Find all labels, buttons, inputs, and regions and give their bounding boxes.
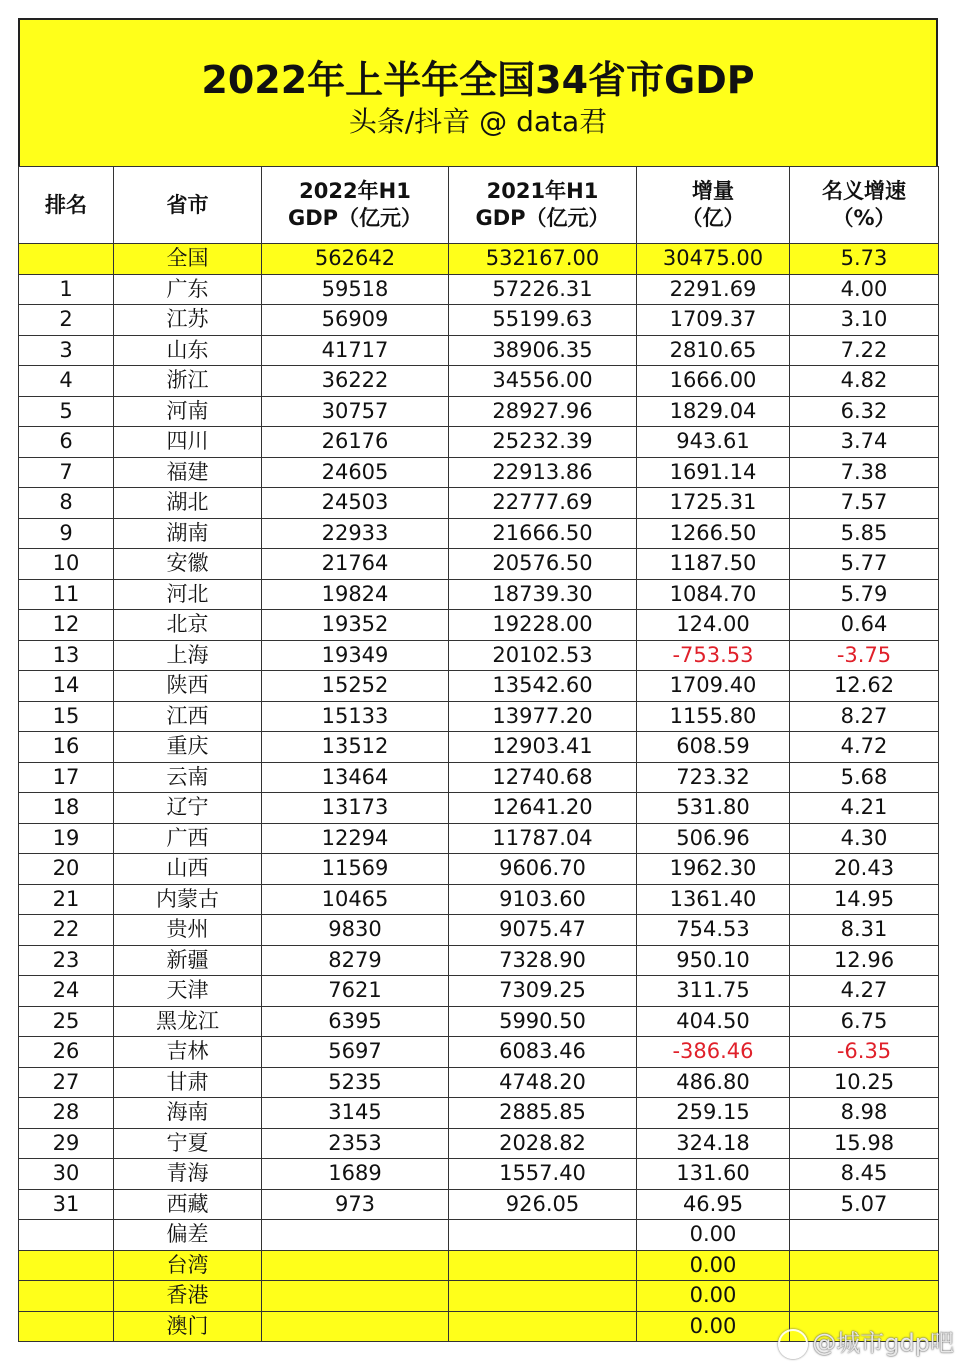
cell-growth: 5.07 <box>790 1189 939 1220</box>
cell-name: 西藏 <box>114 1189 262 1220</box>
table-row <box>19 1037 939 1068</box>
cell-rank: 23 <box>19 945 114 976</box>
cell-gdp22: 15133 <box>262 701 449 732</box>
table-row <box>19 793 939 824</box>
cell-gdp21: 12740.68 <box>449 762 637 793</box>
cell-growth: 8.45 <box>790 1159 939 1190</box>
cell-gdp21: 20102.53 <box>449 640 637 671</box>
cell-rank: 29 <box>19 1128 114 1159</box>
cell-rank: 1 <box>19 274 114 305</box>
cell-rank <box>19 1281 114 1312</box>
table-row <box>19 610 939 641</box>
cell-gdp22: 5235 <box>262 1067 449 1098</box>
cell-name: 吉林 <box>114 1037 262 1068</box>
table-row <box>19 518 939 549</box>
cell-gdp21: 5990.50 <box>449 1006 637 1037</box>
cell-growth: 15.98 <box>790 1128 939 1159</box>
cell-inc: 506.96 <box>637 823 790 854</box>
cell-gdp22: 2353 <box>262 1128 449 1159</box>
header-gdp-2021: 2021年H1 GDP（亿元） <box>449 167 637 244</box>
table-row <box>19 549 939 580</box>
cell-rank: 17 <box>19 762 114 793</box>
cell-name: 甘肃 <box>114 1067 262 1098</box>
cell-gdp21: 19228.00 <box>449 610 637 641</box>
cell-inc: 0.00 <box>637 1311 790 1342</box>
table-row <box>19 1006 939 1037</box>
cell-name: 黑龙江 <box>114 1006 262 1037</box>
cell-gdp22: 5697 <box>262 1037 449 1068</box>
table-row <box>19 396 939 427</box>
cell-rank: 3 <box>19 335 114 366</box>
table-row <box>19 366 939 397</box>
cell-gdp22: 19349 <box>262 640 449 671</box>
cell-rank: 22 <box>19 915 114 946</box>
cell-rank: 5 <box>19 396 114 427</box>
table-row <box>19 274 939 305</box>
cell-growth: -6.35 <box>790 1037 939 1068</box>
table-header-row <box>19 167 939 244</box>
cell-inc: 0.00 <box>637 1250 790 1281</box>
cell-rank: 26 <box>19 1037 114 1068</box>
table-row <box>19 1159 939 1190</box>
cell-name: 云南 <box>114 762 262 793</box>
cell-inc: 943.61 <box>637 427 790 458</box>
cell-inc: 131.60 <box>637 1159 790 1190</box>
cell-rank: 16 <box>19 732 114 763</box>
cell-name: 江苏 <box>114 305 262 336</box>
cell-inc: 1187.50 <box>637 549 790 580</box>
cell-gdp21: 4748.20 <box>449 1067 637 1098</box>
weibo-logo-icon <box>778 1329 808 1359</box>
cell-rank: 13 <box>19 640 114 671</box>
cell-gdp22 <box>262 1311 449 1342</box>
table-row <box>19 945 939 976</box>
cell-gdp22: 562642 <box>262 244 449 275</box>
table-row <box>19 1281 939 1312</box>
cell-name: 宁夏 <box>114 1128 262 1159</box>
cell-rank: 8 <box>19 488 114 519</box>
cell-gdp22: 19824 <box>262 579 449 610</box>
cell-gdp21: 20576.50 <box>449 549 637 580</box>
cell-gdp22: 12294 <box>262 823 449 854</box>
cell-inc: -753.53 <box>637 640 790 671</box>
cell-gdp21: 57226.31 <box>449 274 637 305</box>
title-box <box>18 18 938 166</box>
cell-inc: 1829.04 <box>637 396 790 427</box>
cell-inc: 2291.69 <box>637 274 790 305</box>
cell-inc: 1155.80 <box>637 701 790 732</box>
cell-gdp22 <box>262 1250 449 1281</box>
cell-name: 海南 <box>114 1098 262 1129</box>
cell-gdp21: 532167.00 <box>449 244 637 275</box>
cell-gdp22: 11569 <box>262 854 449 885</box>
cell-gdp22: 24503 <box>262 488 449 519</box>
header-province: 省市 <box>114 167 262 244</box>
cell-growth: 0.64 <box>790 610 939 641</box>
table-row <box>19 1189 939 1220</box>
table-row <box>19 1250 939 1281</box>
table-row <box>19 244 939 275</box>
cell-growth: 5.79 <box>790 579 939 610</box>
cell-name: 广西 <box>114 823 262 854</box>
cell-inc: 311.75 <box>637 976 790 1007</box>
cell-inc: 608.59 <box>637 732 790 763</box>
cell-growth: 4.82 <box>790 366 939 397</box>
cell-gdp21: 11787.04 <box>449 823 637 854</box>
cell-growth: 8.98 <box>790 1098 939 1129</box>
cell-gdp21: 21666.50 <box>449 518 637 549</box>
page-subtitle: 头条/抖音 @ data君 <box>348 105 608 138</box>
cell-gdp21: 9103.60 <box>449 884 637 915</box>
table-row <box>19 1067 939 1098</box>
cell-growth: 7.22 <box>790 335 939 366</box>
cell-gdp21 <box>449 1220 637 1251</box>
cell-rank: 31 <box>19 1189 114 1220</box>
cell-inc: 723.32 <box>637 762 790 793</box>
cell-inc: 1962.30 <box>637 854 790 885</box>
cell-inc: 404.50 <box>637 1006 790 1037</box>
cell-gdp22: 13464 <box>262 762 449 793</box>
cell-rank: 24 <box>19 976 114 1007</box>
cell-growth: 10.25 <box>790 1067 939 1098</box>
cell-gdp21: 7309.25 <box>449 976 637 1007</box>
table-row <box>19 1128 939 1159</box>
cell-gdp22: 30757 <box>262 396 449 427</box>
cell-rank: 28 <box>19 1098 114 1129</box>
cell-gdp22: 8279 <box>262 945 449 976</box>
cell-name: 安徽 <box>114 549 262 580</box>
cell-rank: 6 <box>19 427 114 458</box>
cell-inc: 46.95 <box>637 1189 790 1220</box>
cell-name: 内蒙古 <box>114 884 262 915</box>
cell-growth: 8.31 <box>790 915 939 946</box>
cell-name: 湖南 <box>114 518 262 549</box>
cell-gdp21: 926.05 <box>449 1189 637 1220</box>
cell-rank: 12 <box>19 610 114 641</box>
cell-rank: 14 <box>19 671 114 702</box>
cell-inc: -386.46 <box>637 1037 790 1068</box>
table-row <box>19 427 939 458</box>
cell-growth: 3.10 <box>790 305 939 336</box>
cell-gdp22: 36222 <box>262 366 449 397</box>
cell-growth: 7.57 <box>790 488 939 519</box>
cell-gdp22: 13173 <box>262 793 449 824</box>
cell-name: 新疆 <box>114 945 262 976</box>
cell-growth: 4.27 <box>790 976 939 1007</box>
cell-inc: 486.80 <box>637 1067 790 1098</box>
cell-growth: 4.30 <box>790 823 939 854</box>
cell-gdp21: 7328.90 <box>449 945 637 976</box>
cell-rank: 25 <box>19 1006 114 1037</box>
cell-rank: 4 <box>19 366 114 397</box>
cell-gdp22: 21764 <box>262 549 449 580</box>
cell-name: 陕西 <box>114 671 262 702</box>
cell-growth: 6.32 <box>790 396 939 427</box>
cell-gdp22: 15252 <box>262 671 449 702</box>
cell-gdp22: 41717 <box>262 335 449 366</box>
header-increase: 增量 （亿） <box>637 167 790 244</box>
cell-gdp21: 18739.30 <box>449 579 637 610</box>
cell-inc: 259.15 <box>637 1098 790 1129</box>
cell-gdp21: 28927.96 <box>449 396 637 427</box>
cell-gdp22: 19352 <box>262 610 449 641</box>
cell-gdp22: 973 <box>262 1189 449 1220</box>
cell-gdp22 <box>262 1220 449 1251</box>
cell-gdp22: 10465 <box>262 884 449 915</box>
cell-name: 香港 <box>114 1281 262 1312</box>
cell-gdp21: 12641.20 <box>449 793 637 824</box>
cell-name: 全国 <box>114 244 262 275</box>
cell-gdp22: 26176 <box>262 427 449 458</box>
cell-rank: 2 <box>19 305 114 336</box>
cell-name: 辽宁 <box>114 793 262 824</box>
header-growth: 名义增速 （%） <box>790 167 939 244</box>
table-row <box>19 305 939 336</box>
cell-gdp21: 9075.47 <box>449 915 637 946</box>
table-row <box>19 488 939 519</box>
cell-inc: 1361.40 <box>637 884 790 915</box>
cell-inc: 1709.40 <box>637 671 790 702</box>
cell-rank: 19 <box>19 823 114 854</box>
cell-name: 江西 <box>114 701 262 732</box>
cell-rank: 9 <box>19 518 114 549</box>
cell-name: 四川 <box>114 427 262 458</box>
cell-rank: 7 <box>19 457 114 488</box>
cell-gdp21: 2885.85 <box>449 1098 637 1129</box>
cell-gdp22: 9830 <box>262 915 449 946</box>
cell-rank <box>19 1311 114 1342</box>
cell-rank: 30 <box>19 1159 114 1190</box>
cell-name: 澳门 <box>114 1311 262 1342</box>
cell-gdp21: 12903.41 <box>449 732 637 763</box>
cell-gdp21: 6083.46 <box>449 1037 637 1068</box>
cell-inc: 0.00 <box>637 1281 790 1312</box>
cell-inc: 30475.00 <box>637 244 790 275</box>
table-row <box>19 701 939 732</box>
cell-growth: 14.95 <box>790 884 939 915</box>
cell-inc: 754.53 <box>637 915 790 946</box>
cell-name: 台湾 <box>114 1250 262 1281</box>
cell-inc: 2810.65 <box>637 335 790 366</box>
cell-growth: -3.75 <box>790 640 939 671</box>
cell-gdp22: 1689 <box>262 1159 449 1190</box>
cell-gdp22: 24605 <box>262 457 449 488</box>
cell-inc: 1666.00 <box>637 366 790 397</box>
cell-inc: 531.80 <box>637 793 790 824</box>
cell-rank: 27 <box>19 1067 114 1098</box>
table-row <box>19 640 939 671</box>
cell-gdp21: 25232.39 <box>449 427 637 458</box>
cell-gdp22 <box>262 1281 449 1312</box>
cell-gdp21: 55199.63 <box>449 305 637 336</box>
table-row <box>19 823 939 854</box>
cell-rank: 20 <box>19 854 114 885</box>
cell-gdp21: 1557.40 <box>449 1159 637 1190</box>
cell-name: 天津 <box>114 976 262 1007</box>
cell-gdp22: 3145 <box>262 1098 449 1129</box>
gdp-sheet <box>18 18 938 1342</box>
table-row <box>19 976 939 1007</box>
cell-gdp21 <box>449 1281 637 1312</box>
cell-name: 偏差 <box>114 1220 262 1251</box>
cell-growth: 4.21 <box>790 793 939 824</box>
cell-inc: 1691.14 <box>637 457 790 488</box>
cell-name: 湖北 <box>114 488 262 519</box>
cell-rank: 21 <box>19 884 114 915</box>
cell-name: 山东 <box>114 335 262 366</box>
gdp-table <box>18 166 939 1342</box>
cell-gdp21 <box>449 1250 637 1281</box>
cell-name: 上海 <box>114 640 262 671</box>
cell-growth <box>790 1281 939 1312</box>
cell-inc: 950.10 <box>637 945 790 976</box>
cell-rank: 11 <box>19 579 114 610</box>
header-rank: 排名 <box>19 167 114 244</box>
cell-growth: 12.62 <box>790 671 939 702</box>
table-row <box>19 1220 939 1251</box>
cell-rank: 10 <box>19 549 114 580</box>
cell-inc: 1725.31 <box>637 488 790 519</box>
cell-growth <box>790 1220 939 1251</box>
table-row <box>19 1098 939 1129</box>
cell-name: 浙江 <box>114 366 262 397</box>
cell-inc: 1266.50 <box>637 518 790 549</box>
cell-gdp22: 6395 <box>262 1006 449 1037</box>
cell-rank <box>19 244 114 275</box>
cell-rank <box>19 1250 114 1281</box>
cell-gdp21: 34556.00 <box>449 366 637 397</box>
cell-name: 北京 <box>114 610 262 641</box>
cell-growth: 7.38 <box>790 457 939 488</box>
cell-growth: 5.68 <box>790 762 939 793</box>
cell-gdp22: 13512 <box>262 732 449 763</box>
table-row <box>19 884 939 915</box>
cell-growth: 5.85 <box>790 518 939 549</box>
cell-gdp21 <box>449 1311 637 1342</box>
cell-name: 青海 <box>114 1159 262 1190</box>
cell-gdp21: 9606.70 <box>449 854 637 885</box>
cell-name: 福建 <box>114 457 262 488</box>
table-row <box>19 671 939 702</box>
cell-gdp21: 13977.20 <box>449 701 637 732</box>
table-row <box>19 915 939 946</box>
cell-growth: 12.96 <box>790 945 939 976</box>
table-row <box>19 732 939 763</box>
watermark <box>778 1323 954 1359</box>
page-title: 2022年上半年全国34省市GDP <box>201 58 755 102</box>
cell-rank <box>19 1220 114 1251</box>
cell-rank: 18 <box>19 793 114 824</box>
cell-growth: 5.73 <box>790 244 939 275</box>
cell-gdp21: 38906.35 <box>449 335 637 366</box>
cell-inc: 324.18 <box>637 1128 790 1159</box>
cell-gdp22: 56909 <box>262 305 449 336</box>
table-row <box>19 335 939 366</box>
cell-gdp22: 22933 <box>262 518 449 549</box>
header-gdp-2022: 2022年H1 GDP（亿元） <box>262 167 449 244</box>
cell-gdp22: 59518 <box>262 274 449 305</box>
table-row <box>19 762 939 793</box>
cell-rank: 15 <box>19 701 114 732</box>
cell-inc: 0.00 <box>637 1220 790 1251</box>
cell-growth <box>790 1250 939 1281</box>
cell-growth: 20.43 <box>790 854 939 885</box>
table-row <box>19 457 939 488</box>
cell-gdp21: 13542.60 <box>449 671 637 702</box>
table-row <box>19 579 939 610</box>
cell-gdp21: 2028.82 <box>449 1128 637 1159</box>
cell-name: 山西 <box>114 854 262 885</box>
cell-name: 贵州 <box>114 915 262 946</box>
cell-gdp21: 22913.86 <box>449 457 637 488</box>
cell-gdp22: 7621 <box>262 976 449 1007</box>
cell-growth: 8.27 <box>790 701 939 732</box>
cell-growth: 6.75 <box>790 1006 939 1037</box>
cell-gdp21: 22777.69 <box>449 488 637 519</box>
cell-inc: 1709.37 <box>637 305 790 336</box>
cell-growth: 3.74 <box>790 427 939 458</box>
watermark-text: @城市gdp吧 <box>812 1329 954 1357</box>
cell-growth: 5.77 <box>790 549 939 580</box>
cell-name: 重庆 <box>114 732 262 763</box>
cell-growth: 4.72 <box>790 732 939 763</box>
cell-name: 河南 <box>114 396 262 427</box>
table-body <box>19 244 939 1342</box>
cell-name: 广东 <box>114 274 262 305</box>
cell-inc: 124.00 <box>637 610 790 641</box>
cell-name: 河北 <box>114 579 262 610</box>
table-row <box>19 854 939 885</box>
cell-inc: 1084.70 <box>637 579 790 610</box>
cell-growth: 4.00 <box>790 274 939 305</box>
